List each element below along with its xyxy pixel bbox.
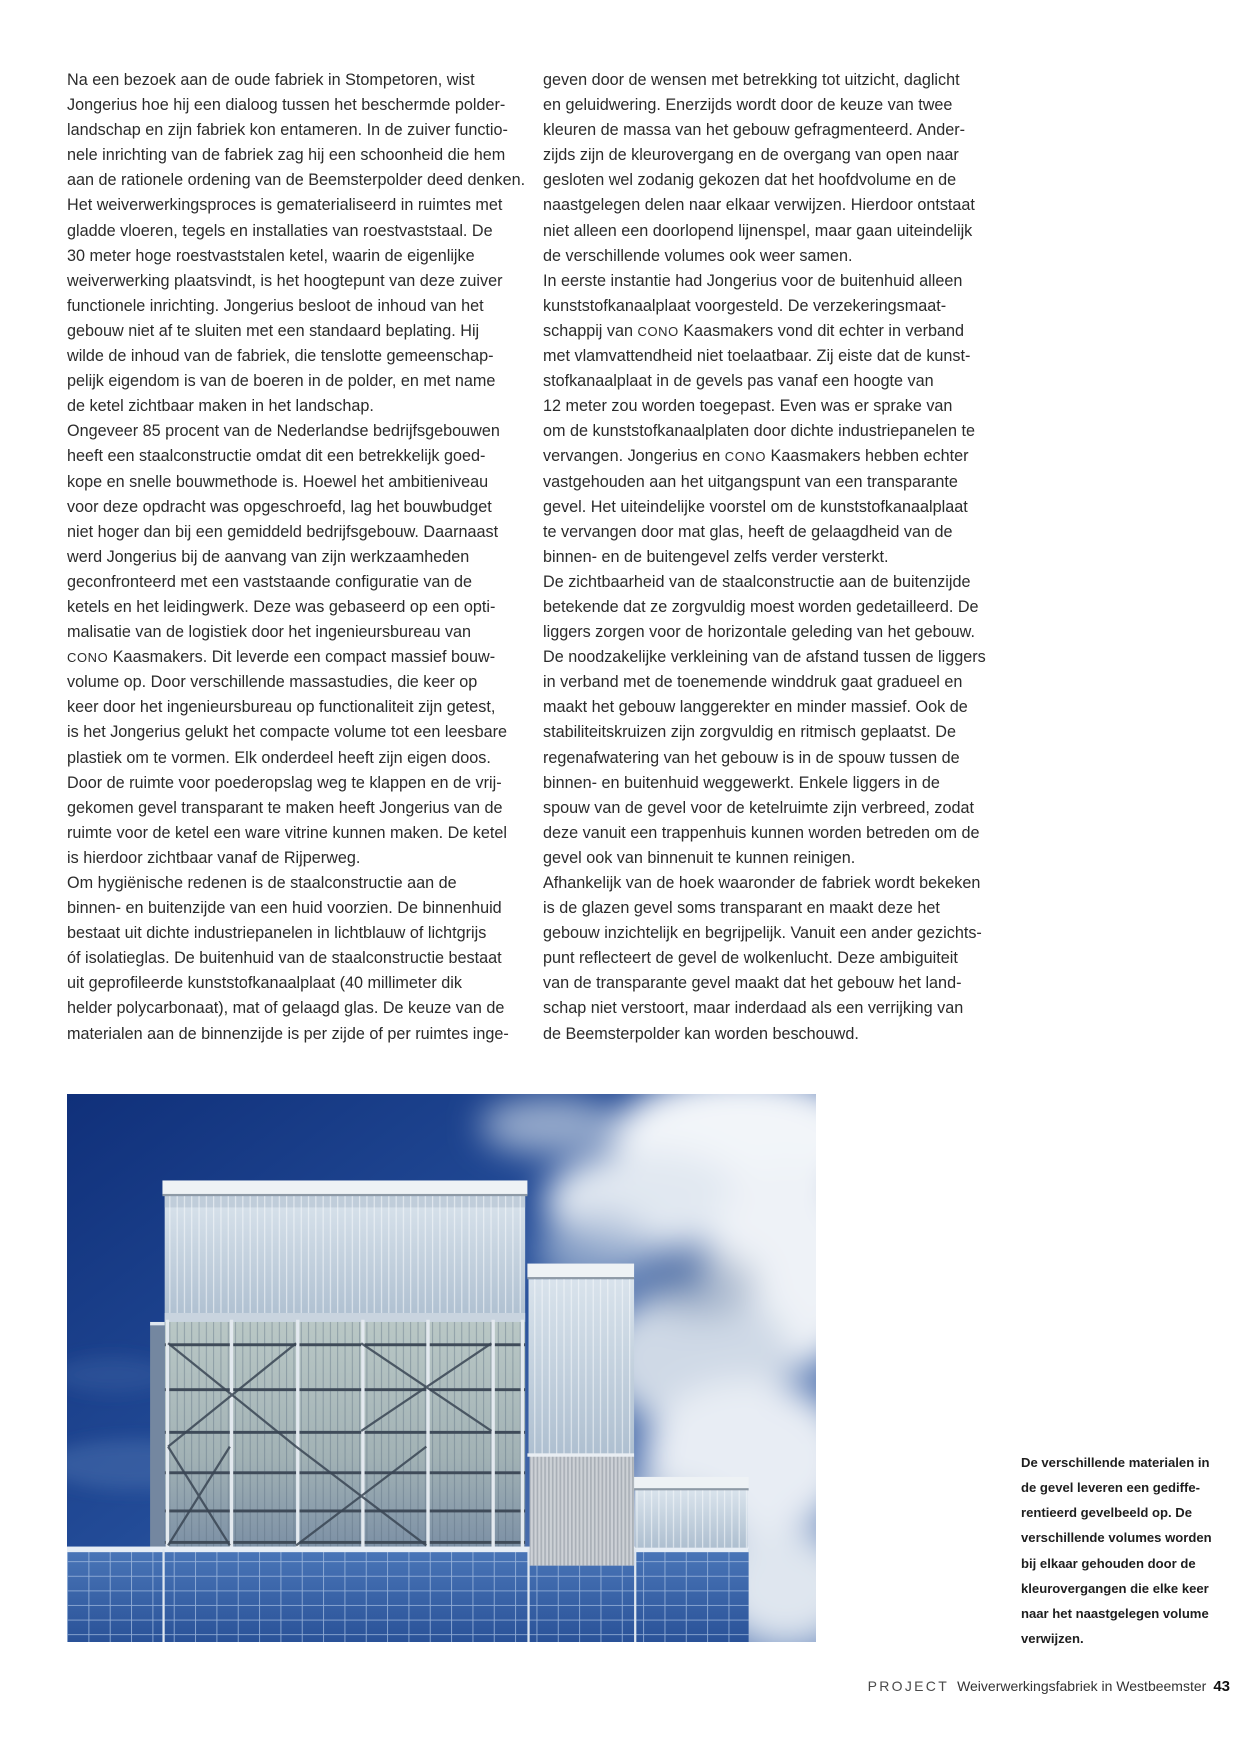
body-text-line: liggers zorgen voor de horizontale geleding van het gebouw.: [543, 623, 975, 642]
body-text-line: materialen aan de binnenzijde is per zijde of per ruimtes inge-: [67, 1024, 509, 1043]
caption-line: verschillende volumes worden: [1021, 1530, 1212, 1546]
body-text-line: niet hoger dan bij een gemiddeld bedrijfsgebouw. Daarnaast: [67, 522, 499, 541]
body-text-line: keer door het ingenieursbureau op functionaliteit zijn getest,: [67, 698, 496, 717]
caption-line: De verschillende materialen in: [1021, 1455, 1210, 1470]
body-text-line: 30 meter hoge roestvaststalen ketel, waarin de eigenlijke: [67, 246, 475, 265]
page-footer: [868, 1676, 1230, 1697]
article-left-column: [67, 68, 526, 1047]
body-text-line: uit geprofileerde kunststofkanaalplaat (40 millimeter dik: [67, 974, 462, 993]
body-text-line: landschap en zijn fabriek kon entameren. In de zuiver functio-: [67, 121, 508, 140]
body-text-line: stofkanaalplaat in de gevels pas vanaf een hoogte van: [543, 372, 934, 391]
body-text-line: betekende dat ze zorgvuldig moest worden gedetailleerd. De: [543, 597, 979, 616]
caption-line: rentieerd gevelbeeld op. De: [1021, 1505, 1192, 1521]
body-text-line: vastgehouden aan het uitgangspunt van een transparante: [543, 472, 958, 491]
body-text-line: regenafwatering van het gebouw is in de spouw tussen de: [543, 748, 960, 767]
body-text-line: pelijk eigendom is van de boeren in de polder, en met name: [67, 372, 496, 391]
body-text-line: ruimte voor de ketel een ware vitrine kunnen maken. De ketel: [67, 823, 507, 842]
body-text-line: Jongerius hoe hij een dialoog tussen het beschermde polder-: [67, 96, 506, 115]
body-text-line: voor deze opdracht was opgeschroefd, lag het bouwbudget: [67, 497, 492, 516]
body-text-line: kunststofkanaalplaat voorgesteld. De verzekeringsmaat-: [543, 296, 947, 315]
body-text-line: volume op. Door verschillende massastudies, die keer op: [67, 673, 478, 692]
body-text-line: Na een bezoek aan de oude fabriek in Stompetoren, wist: [67, 71, 475, 89]
body-text-line: gevel. Het uiteindelijke voorstel om de kunststofkanaalplaat: [543, 497, 968, 516]
body-text-line: Het weiverwerkingsproces is gematerialiseerd in ruimtes met: [67, 196, 503, 215]
body-text-line: kope en snelle bouwmethode is. Hoewel het ambitieniveau: [67, 472, 489, 491]
body-text-line: in verband met de toenemende winddruk gaat gradueel en: [543, 673, 963, 692]
body-text-line: gevel ook van binnenuit te kunnen reinigen.: [543, 848, 856, 867]
body-text-line: functionele inrichting. Jongerius besloot de inhoud van het: [67, 296, 484, 315]
body-text-line: punt reflecteert de gevel de wolkenlucht. Deze ambiguiteit: [543, 949, 958, 968]
body-text-line: schappij van CONO Kaasmakers vond dit echter in verband: [543, 321, 964, 340]
middle-glass-volume: [527, 1264, 634, 1566]
body-text-line: van de transparante gevel maakt dat het gebouw het land-: [543, 974, 962, 993]
photo-caption: [1021, 1450, 1231, 1651]
caption-line: kleurovergangen die elke keer: [1021, 1580, 1209, 1596]
body-text-line: gesloten wel zodanig gekozen dat het hoofdvolume en de: [543, 171, 957, 190]
body-text-line: gebouw inzichtelijk en begrijpelijk. Vanuit een ander gezichts-: [543, 924, 982, 943]
body-text-line: plastiek om te vormen. Elk onderdeel heeft zijn eigen doos.: [67, 748, 491, 767]
article-right-column: [543, 68, 995, 1047]
footer-section-label: PROJECT: [867, 1678, 950, 1694]
body-text-line: 12 meter zou worden toegepast. Even was er sprake van: [543, 397, 953, 416]
body-text-line: is de glazen gevel soms transparant en maakt deze het: [543, 899, 940, 918]
body-text-line: heeft een staalconstructie omdat dit een betrekkelijk goed-: [67, 447, 486, 466]
body-text-line: malisatie van de logistiek door het ingenieursbureau van: [67, 623, 472, 642]
caption-line: bij elkaar gehouden door de: [1021, 1555, 1196, 1571]
footer-article-title: Weiverwerkingsfabriek in Westbeemster: [957, 1678, 1207, 1694]
caption-line: naar het naastgelegen volume: [1021, 1605, 1209, 1621]
body-text-line: binnen- en buitenhuid weggewerkt. Enkele liggers in de: [543, 773, 940, 792]
body-text-line: CONO Kaasmakers. Dit leverde een compact massief bouw-: [67, 648, 496, 667]
body-text-line: en geluidwering. Enerzijds wordt door de keuze van twee: [543, 96, 953, 115]
body-text-line: om de kunststofkanaalplaten door dichte industriepanelen te: [543, 422, 975, 441]
body-text-line: In eerste instantie had Jongerius voor de buitenhuid alleen: [543, 271, 963, 290]
body-text-line: maakt het gebouw langgerekter en minder massief. Ook de: [543, 698, 968, 717]
body-text-line: óf isolatieglas. De buitenhuid van de staalconstructie bestaat: [67, 949, 502, 968]
body-text-line: naastgelegen delen naar elkaar verwijzen. Hierdoor ontstaat: [543, 196, 975, 215]
body-text-line: kleuren de massa van het gebouw gefragmenteerd. Ander-: [543, 121, 966, 140]
body-text-line: gebouw niet af te sluiten met een standaard beplating. Hij: [67, 321, 480, 340]
body-text-line: is hierdoor zichtbaar vanaf de Rijperweg.: [67, 848, 361, 867]
body-text-line: te vervangen door mat glas, heeft de gelaagdheid van de: [543, 522, 953, 541]
body-text-line: geconfronteerd met een vaststaande configuratie van de: [67, 572, 472, 591]
body-text-line: gladde vloeren, tegels en installaties van roestvaststaal. De: [67, 221, 493, 240]
factory-facade-photo: [67, 1094, 816, 1642]
body-text-line: ketels en het leidingwerk. Deze was gebaseerd op een opti-: [67, 597, 496, 616]
body-text-line: gekomen gevel transparant te maken heeft Jongerius van de: [67, 798, 503, 817]
body-text-line: aan de rationele ordening van de Beemsterpolder deed denken.: [67, 171, 526, 190]
right-glass-volume: [634, 1477, 749, 1548]
side-column-volume: [150, 1324, 165, 1549]
body-text-line: binnen- en de buitengevel zelfs verder versterkt.: [543, 547, 889, 566]
body-text-line: schap niet verstoort, maar inderdaad als een verrijking van: [543, 999, 964, 1018]
caption-line: verwijzen.: [1021, 1630, 1084, 1646]
body-text-line: is het Jongerius gelukt het compacte volume tot een leesbare: [67, 723, 508, 742]
body-text-line: Om hygiënische redenen is de staalconstructie aan de: [67, 874, 457, 892]
body-text-line: bestaat uit dichte industriepanelen in lichtblauw of lichtgrijs: [67, 924, 487, 943]
body-text-line: Door de ruimte voor poederopslag weg te klappen en de vrij-: [67, 773, 502, 792]
body-text-line: met vlamvattendheid niet toelaatbaar. Zij eiste dat de kunst-: [543, 347, 971, 366]
body-text-line: binnen- en buitenzijde van een huid voorzien. De binnenhuid: [67, 899, 502, 918]
body-text-line: geven door de wensen met betrekking tot uitzicht, daglicht: [543, 71, 960, 89]
body-text-line: de verschillende volumes ook weer samen.: [543, 246, 853, 265]
body-text-line: stabiliteitskruizen zijn zorgvuldig en ritmisch geplaatst. De: [543, 723, 956, 742]
company-name-smallcaps: CONO: [724, 449, 767, 465]
main-glass-volume: [162, 1180, 527, 1548]
body-text-line: de ketel zichtbaar maken in het landschap.: [67, 397, 374, 416]
body-text-line: niet alleen een doorlopend lijnenspel, maar gaan uiteindelijk: [543, 221, 973, 240]
page-number: 43: [1213, 1678, 1230, 1695]
body-text-line: werd Jongerius bij de aanvang van zijn werkzaamheden: [67, 547, 470, 566]
company-name-smallcaps: CONO: [637, 323, 679, 339]
body-text-line: nele inrichting van de fabriek zag hij een schoonheid die hem: [67, 146, 506, 165]
body-text-line: De noodzakelijke verkleining van de afstand tussen de liggers: [543, 648, 986, 667]
company-name-smallcaps: CONO: [67, 650, 109, 666]
body-text-line: De zichtbaarheid van de staalconstructie aan de buitenzijde: [543, 572, 971, 591]
body-text-line: deze vanuit een trappenhuis kunnen worden betreden om de: [543, 823, 980, 842]
body-text-line: de Beemsterpolder kan worden beschouwd.: [543, 1024, 859, 1043]
body-text-line: vervangen. Jongerius en CONO Kaasmakers hebben echter: [543, 447, 969, 466]
body-text-line: spouw van de gevel voor de ketelruimte zijn verbreed, zodat: [543, 798, 975, 817]
body-text-line: Afhankelijk van de hoek waaronder de fabriek wordt bekeken: [543, 874, 981, 892]
body-text-line: wilde de inhoud van de fabriek, die tenslotte gemeenschap-: [67, 347, 494, 366]
caption-line: de gevel leveren een gediffe-: [1021, 1480, 1201, 1496]
body-text-line: weiverwerking plaatsvindt, is het hoogtepunt van deze zuiver: [67, 271, 503, 290]
body-text-line: helder polycarbonaat), mat of gelaagd glas. De keuze van de: [67, 999, 505, 1018]
blue-glass-base: [67, 1547, 749, 1642]
body-text-line: zijds zijn de kleurovergang en de overgang van open naar: [543, 146, 959, 165]
body-text-line: Ongeveer 85 procent van de Nederlandse bedrijfsgebouwen: [67, 422, 500, 441]
